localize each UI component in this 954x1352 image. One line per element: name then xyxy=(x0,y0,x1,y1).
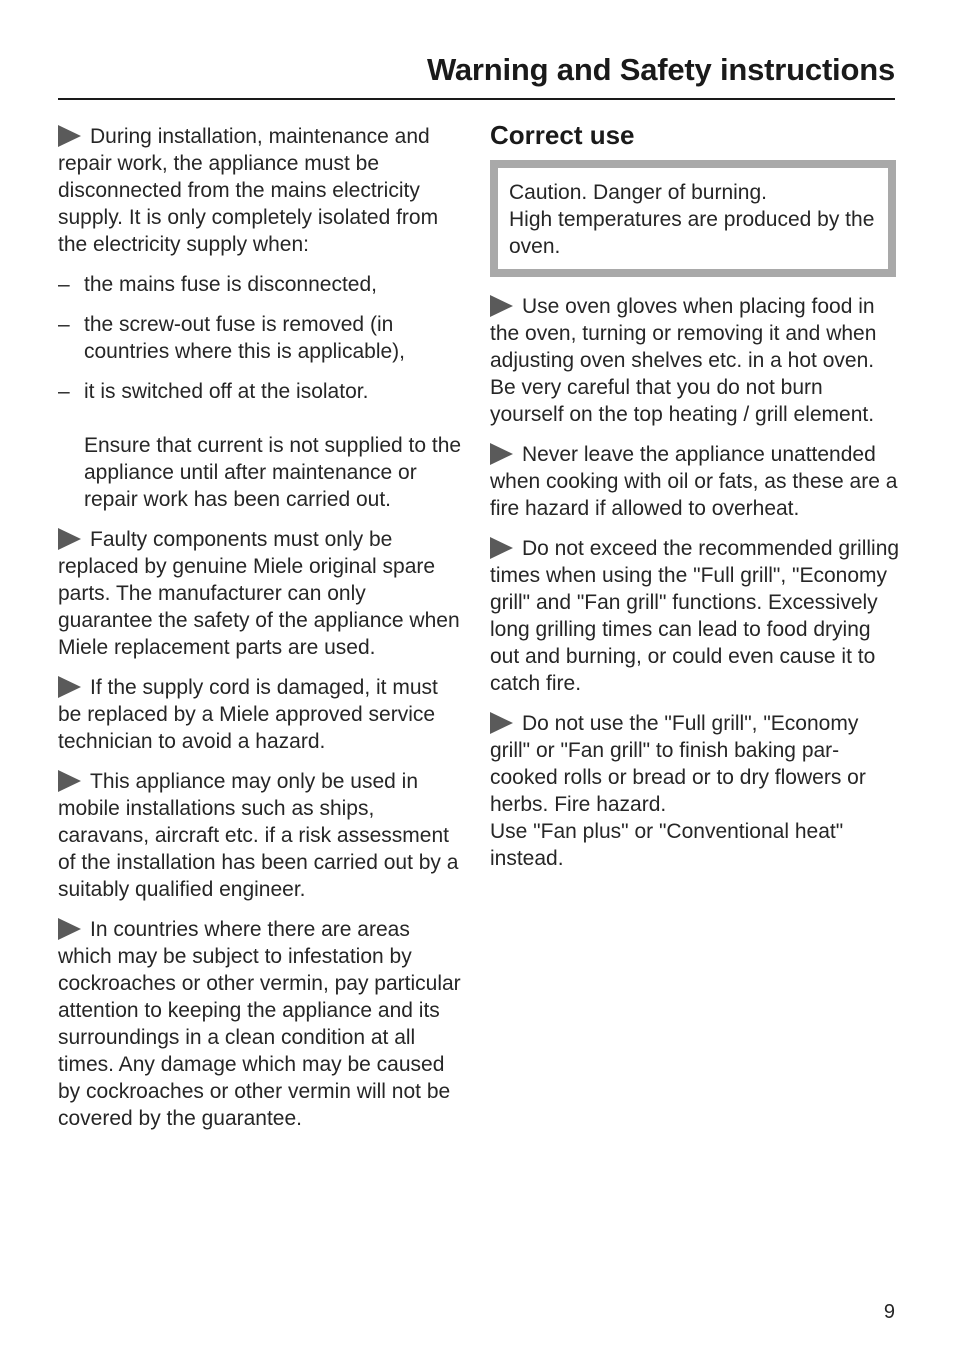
bullet-arrow-icon xyxy=(58,918,81,940)
right-column xyxy=(490,120,900,885)
ensure-current-note: Ensure that current is not supplied to the appliance until after maintenance or repair work has been carried out. xyxy=(84,434,462,511)
dash-marker: – xyxy=(58,380,70,403)
warning-item-supply-cord xyxy=(58,674,466,755)
warning-text: Faulty components must only be replaced by genuine Miele original spare parts. The manufacturer can only guarantee the safety of the appliance when Miele replacement parts are used. xyxy=(58,528,460,659)
warning-text: This appliance may only be used in mobile installations such as ships, caravans, aircraft etc. if a risk assessment of the installation has been carried out by a suitably qualified engineer. xyxy=(58,770,459,901)
warning-text: In countries where there are areas which may be subject to infestation by cockroaches or other vermin, pay particular attention to keeping the appliance and its surroundings in a clean condition at all times. Any damage which may be caused by cockroaches or other vermin will not be covered by the guarantee. xyxy=(58,918,461,1130)
list-item xyxy=(58,311,466,365)
bullet-arrow-icon xyxy=(490,295,513,317)
warning-text-instead: Use "Fan plus" or "Conventional heat" instead. xyxy=(490,820,844,870)
bullet-arrow-icon xyxy=(58,676,81,698)
bullet-arrow-icon xyxy=(490,537,513,559)
warning-item-faulty-components xyxy=(58,526,466,661)
warning-text: Do not use the "Full grill", "Economy grill" or "Fan grill" to finish baking par-cooked rolls or bread or to dry flowers or herbs. Fire hazard. xyxy=(490,712,866,816)
bullet-arrow-icon xyxy=(58,528,81,550)
dash-marker: – xyxy=(58,273,70,296)
warning-text: Do not exceed the recommended grilling times when using the "Full grill", "Economy grill" and "Fan grill" functions. Excessively long grilling times can lead to food drying out and burning, or could even cause it to catch fire. xyxy=(490,537,900,695)
title-divider xyxy=(58,98,895,100)
warning-item-oil-fats xyxy=(490,441,900,522)
list-item xyxy=(58,271,466,298)
page-number: 9 xyxy=(883,1301,895,1323)
caution-line: High temperatures are produced by the oven. xyxy=(509,208,875,258)
caution-line: Caution. Danger of burning. xyxy=(509,181,767,204)
list-item-text: the mains fuse is disconnected, xyxy=(84,273,377,296)
warning-item-oven-gloves xyxy=(490,293,900,428)
warning-text: Use oven gloves when placing food in the oven, turning or removing it and when adjusting oven shelves etc. in a hot oven. Be very careful that you do not burn yourself on the top heating / grill element. xyxy=(490,295,877,426)
list-item xyxy=(58,378,466,405)
dash-marker: – xyxy=(58,313,70,336)
warning-text: Never leave the appliance unattended when cooking with oil or fats, as these are a fire hazard if allowed to overheat. xyxy=(490,443,898,520)
warning-text: During installation, maintenance and repair work, the appliance must be disconnected from the mains electricity supply. It is only completely isolated from the electricity supply when: xyxy=(58,125,439,256)
caution-box xyxy=(490,160,896,277)
list-item-text: it is switched off at the isolator. xyxy=(84,380,369,403)
left-column xyxy=(58,123,466,1145)
warning-item-grilling-times xyxy=(490,535,900,697)
section-heading-correct-use: Correct use xyxy=(490,120,635,150)
bullet-arrow-icon xyxy=(58,125,81,147)
bullet-arrow-icon xyxy=(490,443,513,465)
bullet-arrow-icon xyxy=(490,712,513,734)
warning-item-isolation xyxy=(58,123,466,258)
page-title: Warning and Safety instructions xyxy=(426,52,895,87)
warning-item-mobile-installations xyxy=(58,768,466,903)
warning-item-finish-baking xyxy=(490,710,900,872)
list-item-text: the screw-out fuse is removed (in countries where this is applicable), xyxy=(84,313,405,363)
bullet-arrow-icon xyxy=(58,770,81,792)
warning-text: If the supply cord is damaged, it must be replaced by a Miele approved service technician to avoid a hazard. xyxy=(58,676,438,753)
warning-item-vermin xyxy=(58,916,466,1132)
